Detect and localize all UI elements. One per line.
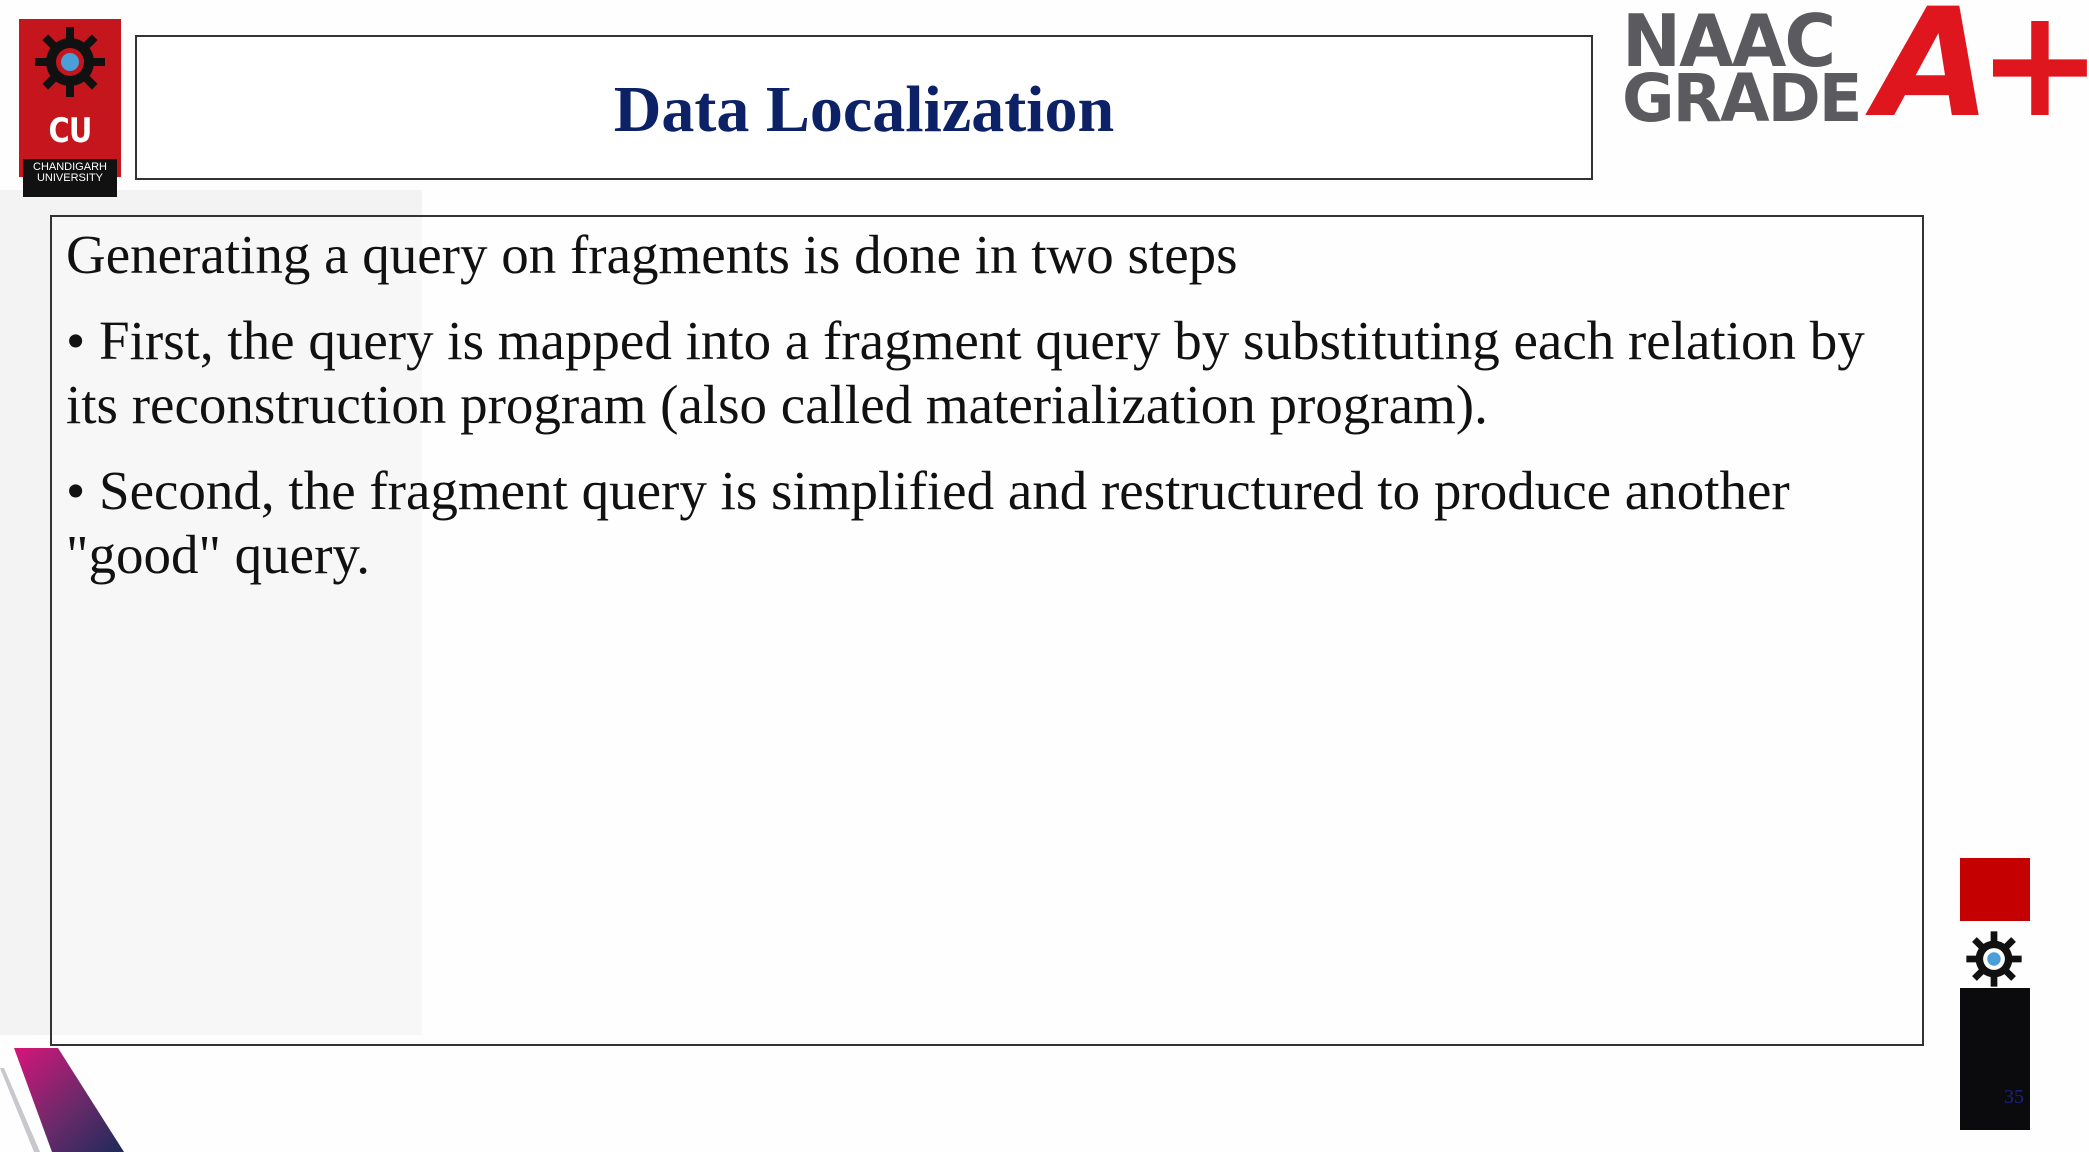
bullet-item-2: • Second, the fragment query is simplified and restructured to produce another "good" query.	[66, 460, 1790, 585]
page-number: 35	[2004, 1086, 2024, 1108]
title-box	[135, 35, 1593, 180]
badge-grade: A+	[1875, 0, 2089, 151]
logo-name-line2: UNIVERSITY	[36, 172, 103, 184]
university-logo	[19, 19, 121, 184]
slide-title: Data Localization	[613, 72, 1115, 146]
content-box	[50, 215, 1924, 1046]
logo-name-line1: CHANDIGARH	[33, 161, 107, 173]
gear-globe-icon	[33, 25, 107, 99]
logo-name	[23, 159, 117, 197]
badge-line2: GRADE	[1622, 60, 1861, 137]
accreditation-badge	[1620, 0, 2089, 151]
bullet-item-1: • First, the query is mapped into a fragment query by substituting each relation by its reconstruction program (also called materialization program).	[66, 310, 1865, 435]
intro-text: Generating a query on fragments is done in two steps	[66, 224, 1238, 285]
side-red-block	[1960, 858, 2030, 921]
logo-initials: CU	[48, 111, 92, 151]
gear-globe-icon	[1963, 928, 2025, 990]
corner-accent	[0, 1048, 130, 1152]
badge-line1: NAAC	[1622, 0, 1835, 83]
